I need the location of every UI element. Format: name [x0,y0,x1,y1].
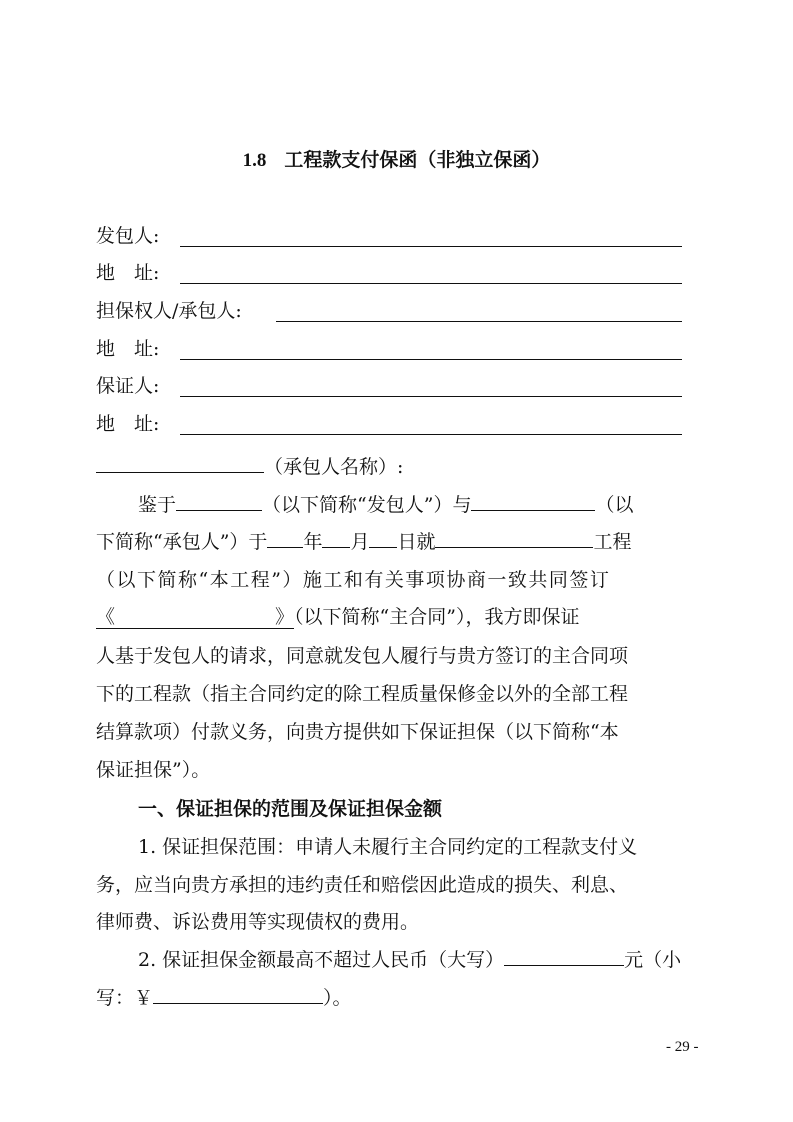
field-label: 发包人: [96,225,160,247]
paragraph-line [96,983,352,1010]
title-text: 工程款支付保函（非独立保函） [284,149,551,171]
text-span: 鉴于 [138,494,177,516]
text-span: 日就 [397,531,436,553]
fill-line [180,246,682,247]
paragraph-line: 1. 保证担保范围：申请人未履行主合同约定的工程款支付义 [138,836,638,858]
fill-line [471,491,595,511]
field-label: 地 址: [96,262,160,284]
fill-line [180,283,682,284]
addressee-line [96,452,403,479]
contract-name-blank [96,606,294,629]
fill-line [276,321,682,322]
field-employer [96,222,686,250]
text-span: 月 [350,531,370,553]
text-span: 》 [275,606,295,628]
text-span: 写：￥ [96,987,154,1009]
fill-line [96,453,264,473]
fill-line [322,528,350,548]
fill-line [504,946,624,966]
paragraph-line: 下的工程款（指主合同约定的除工程质量保修金以外的全部工程 [96,683,629,705]
paragraph-line [138,490,633,517]
text-span: 下简称“承包人”）于 [96,531,268,553]
paragraph-line [96,527,632,554]
paragraph-line: 保证担保”）。 [96,759,211,781]
fill-line [435,528,593,548]
text-span: ）。 [323,987,352,1009]
field-label: 担保权人/承包人: [96,300,242,322]
field-guarantor [96,372,686,400]
field-label: 保证人: [96,375,160,397]
fill-line [267,528,303,548]
text-span: 《 [96,606,116,628]
addressee-text: （承包人名称）: [264,456,404,478]
text-span: 元（小 [624,949,682,971]
text-span: 工程 [593,531,632,553]
field-label: 地 址: [96,413,160,435]
page-title [0,145,793,172]
field-guarantee-holder [96,297,686,325]
section-number: 1.8 [242,150,267,171]
paragraph-line: （以下简称“本工程”）施工和有关事项协商一致共同签订 [96,569,611,591]
field-guarantor-address [96,410,686,438]
text-span: 2. 保证担保金额最高不超过人民币（大写） [138,949,505,971]
page-number: - 29 - [666,1039,699,1055]
fill-line [153,984,323,1004]
paragraph-line [96,602,579,629]
paragraph-line: 务，应当向贵方承担的违约责任和赔偿因此造成的损失、利息、 [96,874,629,896]
field-label: 地 址: [96,338,160,360]
paragraph-line [138,945,681,972]
paragraph-line: 律师费、诉讼费用等实现债权的费用。 [96,911,420,933]
fill-line [369,528,397,548]
text-span: （以 [595,494,634,516]
fill-line [176,491,262,511]
field-contractor-address [96,335,686,363]
paragraph-line: 结算款项）付款义务，向贵方提供如下保证担保（以下简称“本 [96,721,619,743]
fill-line [180,396,682,397]
text-span: 年 [303,531,323,553]
field-employer-address [96,259,686,287]
section-heading: 一、保证担保的范围及保证担保金额 [138,798,443,820]
paragraph-line: 人基于发包人的请求，同意就发包人履行与贵方签订的主合同项 [96,645,629,667]
fill-line [180,359,682,360]
text-span: （以下简称“主合同”），我方即保证 [294,606,580,628]
text-span: （以下简称“发包人”）与 [262,494,472,516]
fill-line [180,434,682,435]
